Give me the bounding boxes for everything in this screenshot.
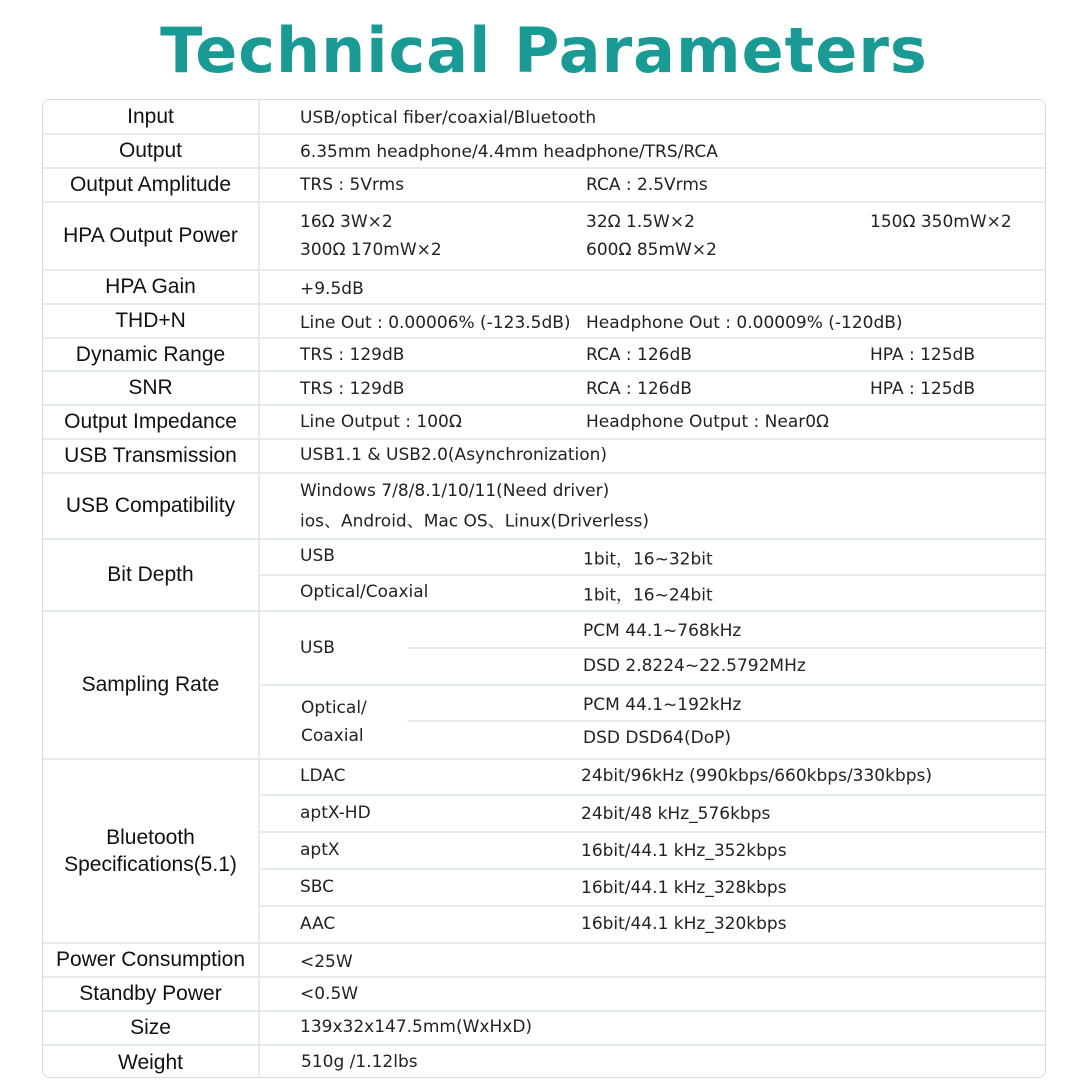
label-thd-n: THD+N [115, 309, 186, 332]
bt-codec-value: 24bit/48 kHz_576kbps [581, 804, 771, 824]
label-snr: SNR [128, 376, 173, 399]
value-dr-hpa: HPA : 125dB [870, 345, 976, 365]
value-thd-headphone-out: Headphone Out : 0.00009% (-120dB) [586, 313, 903, 333]
value-snr-rca: RCA : 126dB [586, 379, 692, 399]
sub-row-divider [258, 831, 1046, 833]
spec-table [42, 99, 1046, 1078]
sampling-usb-name: USB [300, 638, 335, 658]
value-impedance-line: Line Output : 100Ω [300, 412, 462, 432]
bit-depth-optical-value: 1bit，16~24bit [583, 585, 713, 606]
sub-row-divider [258, 905, 1046, 907]
bt-codec-value: 16bit/44.1 kHz_320kbps [581, 914, 787, 934]
label-dynamic-range: Dynamic Range [75, 342, 226, 366]
label-input: Input [127, 105, 174, 128]
bt-codec-value: 16bit/44.1 kHz_352kbps [581, 841, 787, 861]
value-snr-trs: TRS : 129dB [300, 379, 405, 399]
value-hpa-power-150: 150Ω 350mW×2 [870, 212, 1012, 232]
value-size: 139x32x147.5mm(WxHxD) [300, 1017, 533, 1037]
bt-codec-name: AAC [300, 914, 336, 934]
bit-depth-usb-value: 1bit，16~32bit [583, 549, 713, 570]
value-output-amplitude-rca: RCA : 2.5Vrms [586, 175, 708, 195]
value-snr-hpa: HPA : 125dB [870, 379, 976, 399]
value-dr-trs: TRS : 129dB [300, 345, 405, 365]
label-hpa-gain: HPA Gain [105, 275, 196, 298]
value-input: USB/optical fiber/coaxial/Bluetooth [300, 108, 597, 128]
label-sampling-rate: Sampling Rate [81, 673, 220, 696]
value-thd-line-out: Line Out : 0.00006% (-123.5dB) [300, 313, 571, 333]
bt-codec-name: SBC [300, 877, 335, 897]
value-usb-transmission: USB1.1 & USB2.0(Asynchronization) [300, 445, 608, 465]
sampling-optical-pcm: PCM 44.1~192kHz [583, 695, 742, 715]
value-hpa-gain: +9.5dB [300, 279, 364, 299]
label-size: Size [130, 1016, 171, 1039]
value-usb-compat-others: ios、Android、Mac OS、Linux(Driverless) [300, 511, 649, 532]
label-output-amplitude: Output Amplitude [69, 173, 232, 196]
label-bluetooth-line2: Specifications(5.1) [64, 852, 237, 876]
value-dr-rca: RCA : 126dB [586, 345, 692, 365]
sampling-usb-pcm: PCM 44.1~768kHz [583, 621, 742, 641]
label-output: Output [118, 139, 183, 162]
label-output-impedance: Output Impedance [64, 410, 237, 433]
column-divider [258, 100, 260, 1078]
value-hpa-power-300: 300Ω 170mW×2 [300, 240, 442, 260]
sub-row-divider [408, 720, 1046, 722]
label-usb-compatibility: USB Compatibility [65, 494, 236, 517]
value-hpa-power-32: 32Ω 1.5W×2 [586, 212, 695, 232]
label-weight: Weight [118, 1050, 183, 1074]
label-usb-transmission: USB Transmission [64, 444, 237, 467]
value-weight: 510g /1.12lbs [301, 1052, 418, 1072]
bt-codec-name: aptX-HD [300, 803, 371, 823]
label-hpa-output-power: HPA Output Power [63, 224, 238, 247]
value-hpa-power-16: 16Ω 3W×2 [300, 212, 393, 232]
sampling-optical-name-line2: Coaxial [301, 726, 364, 746]
value-hpa-power-600: 600Ω 85mW×2 [586, 240, 717, 260]
bt-codec-value: 16bit/44.1 kHz_328kbps [581, 878, 787, 898]
value-power-consumption: <25W [300, 952, 353, 972]
sampling-optical-name-line1: Optical/ [301, 698, 367, 718]
label-bluetooth-line1: Bluetooth [106, 825, 195, 849]
label-bit-depth: Bit Depth [107, 563, 194, 586]
label-bluetooth [43, 759, 258, 942]
page-title: Technical Parameters [160, 14, 928, 87]
sub-row-divider [258, 868, 1046, 870]
label-standby-power: Standby Power [79, 982, 222, 1005]
value-output-amplitude-trs: TRS : 5Vrms [300, 175, 405, 195]
value-standby-power: <0.5W [300, 984, 359, 1004]
value-usb-compat-windows: Windows 7/8/8.1/10/11(Need driver) [300, 481, 610, 501]
sampling-usb-dsd: DSD 2.8224~22.5792MHz [583, 656, 806, 676]
bit-depth-usb-name: USB [300, 546, 335, 566]
label-power-consumption: Power Consumption [55, 948, 246, 971]
sub-row-divider [258, 684, 1046, 686]
sampling-optical-dsd: DSD DSD64(DoP) [583, 728, 731, 748]
sub-row-divider [408, 647, 1046, 649]
sub-row-divider [258, 574, 1046, 576]
value-impedance-headphone: Headphone Output : Near0Ω [586, 412, 830, 432]
bt-codec-value: 24bit/96kHz (990kbps/660kbps/330kbps) [581, 766, 933, 786]
value-output: 6.35mm headphone/4.4mm headphone/TRS/RCA [300, 142, 718, 162]
bit-depth-optical-name: Optical/Coaxial [300, 582, 429, 602]
bt-codec-name: LDAC [300, 766, 346, 786]
sub-row-divider [258, 794, 1046, 796]
bt-codec-name: aptX [300, 840, 340, 860]
